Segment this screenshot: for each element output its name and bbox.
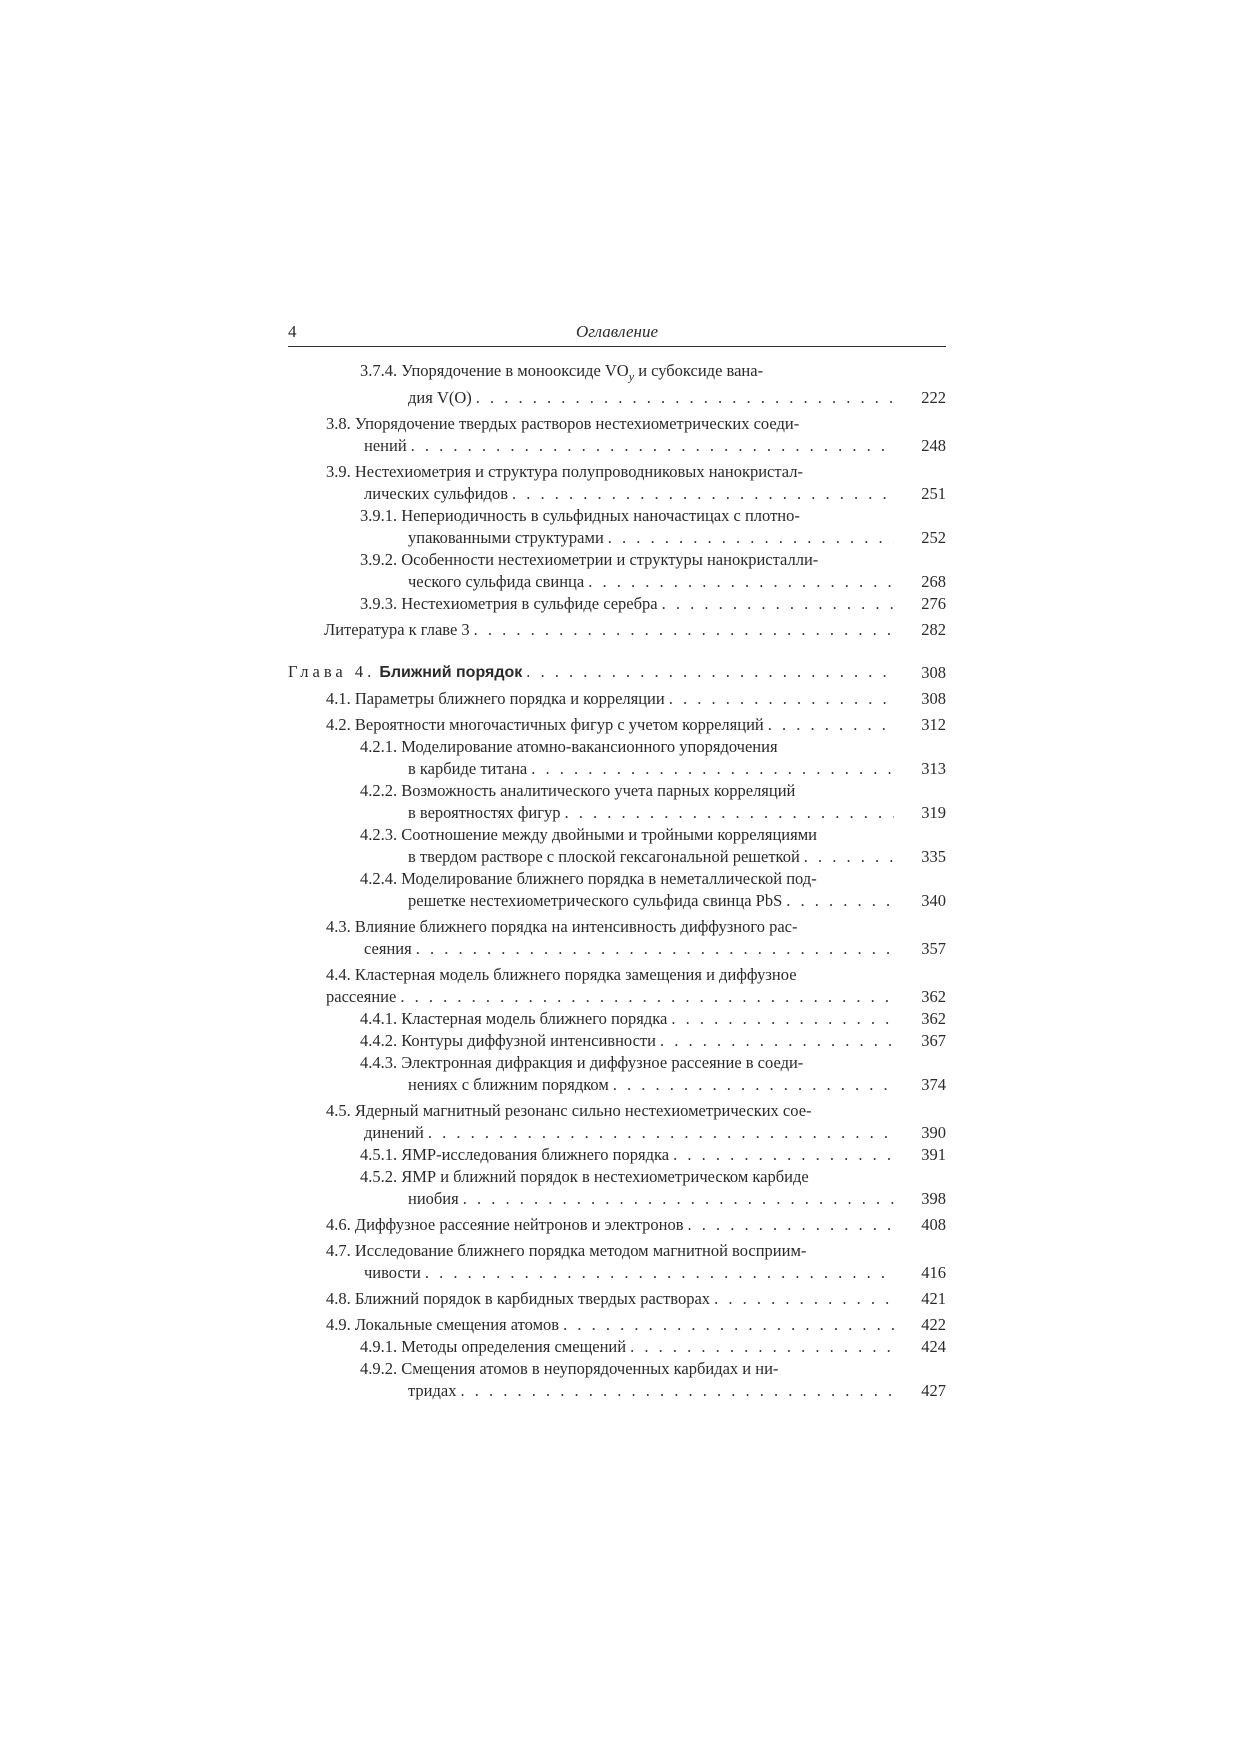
toc-entry[interactable]: 4.2.1. Моделирование атомно-вакансионного упорядочения в карбиде титана . . . 313 (360, 736, 946, 780)
toc-entry[interactable]: 4.9.1. Методы определения смещений . . . 424 (360, 1336, 946, 1358)
toc-page-number: 362 (921, 987, 946, 1007)
toc-entry[interactable]: 3.9.2. Особенности нестехиометрии и структуры нанокристалли- ческого сульфида свинца . . . 268 (360, 549, 946, 593)
toc-entry-title: 4.5.2. ЯМР и ближний порядок в нестехиометрическом карбиде (360, 1167, 809, 1187)
toc-entry[interactable]: Литература к главе 3 . . . 282 (324, 619, 946, 641)
toc-entry[interactable]: 4.2. Вероятности многочастичных фигур с учетом корреляций . . . 312 (326, 714, 946, 736)
toc-page-number: 408 (921, 1215, 946, 1235)
toc-page-number: 308 (921, 663, 946, 683)
toc-entry[interactable]: 4.2.2. Возможность аналитического учета парных корреляций в вероятностях фигур . . . 319 (360, 780, 946, 824)
running-header (288, 320, 946, 347)
toc-page-number: 390 (921, 1123, 946, 1143)
toc-page-number: 427 (921, 1381, 946, 1401)
toc-page-number: 424 (921, 1337, 946, 1357)
toc-page-number: 335 (921, 847, 946, 867)
toc-page-number: 248 (921, 436, 946, 456)
toc-entry-title: 3.8. Упорядочение твердых растворов нестехиометрических соеди- (326, 414, 800, 434)
toc-entry-title: 3.9.2. Особенности нестехиометрии и структуры нанокристалли- (360, 550, 819, 570)
toc-page-number: 422 (921, 1315, 946, 1335)
toc-entry[interactable]: 3.9.1. Непериодичность в сульфидных наночастицах с плотно- упакованными структурами . . . 252 (360, 505, 946, 549)
toc-page-number: 340 (921, 891, 946, 911)
toc-entry[interactable]: 4.5.1. ЯМР-исследования ближнего порядка . . . 391 (360, 1144, 946, 1166)
toc-entry[interactable]: 3.9. Нестехиометрия и структура полупроводниковых нанокристал- лических сульфидов . . . 251 (326, 461, 946, 505)
toc-entry[interactable]: 4.4.2. Контуры диффузной интенсивности . . . 367 (360, 1030, 946, 1052)
toc-chapter-entry[interactable]: Глава 4. Ближний порядок . . . 308 (288, 661, 946, 684)
toc-entry[interactable]: 4.5.2. ЯМР и ближний порядок в нестехиометрическом карбиде ниобия . . . 398 (360, 1166, 946, 1210)
toc-page-number: 313 (921, 759, 946, 779)
toc-entry-title: 4.7. Исследование ближнего порядка методом магнитной восприим- (326, 1241, 807, 1261)
toc-entry[interactable]: 4.2.3. Соотношение между двойными и тройными корреляциями в твердом растворе с плоской гексагональной решеткой . . . 335 (360, 824, 946, 868)
toc-entry[interactable]: 4.2.4. Моделирование ближнего порядка в неметаллической под- решетке нестехиометрического сульфида свинца PbS . . . 340 (360, 868, 946, 912)
page-title: Оглавление (575, 322, 659, 341)
toc-entry[interactable]: 4.9. Локальные смещения атомов . . . 422 (326, 1314, 946, 1336)
toc-entry[interactable]: 4.5. Ядерный магнитный резонанс сильно нестехиометрических сое- динений . . . 390 (326, 1100, 946, 1144)
toc-entry[interactable]: 4.1. Параметры ближнего порядка и корреляции . . . 308 (326, 688, 946, 710)
toc-entry[interactable]: 4.4.3. Электронная дифракция и диффузное рассеяние в соеди- нениях с ближним порядком . . . 374 (360, 1052, 946, 1096)
toc-page-number: 421 (921, 1289, 946, 1309)
toc-page-number: 222 (921, 388, 946, 408)
toc-page-number: 357 (921, 939, 946, 959)
toc-entry-title: 4.2.1. Моделирование атомно-вакансионного упорядочения (360, 737, 778, 757)
toc-entry[interactable]: 4.4. Кластерная модель ближнего порядка замещения и диффузное рассеяние . . . 362 (326, 964, 946, 1008)
toc-page-number: 308 (921, 689, 946, 709)
toc-entry[interactable]: 4.3. Влияние ближнего порядка на интенсивность диффузного рас- сеяния . . . 357 (326, 916, 946, 960)
toc-entry[interactable]: 4.6. Диффузное рассеяние нейтронов и электронов . . . 408 (326, 1214, 946, 1236)
toc-entry[interactable]: 4.4.1. Кластерная модель ближнего порядка . . . 362 (360, 1008, 946, 1030)
toc-entry[interactable]: 3.8. Упорядочение твердых растворов нестехиометрических соеди- нений . . . 248 (326, 413, 946, 457)
toc-entry[interactable]: 4.9.2. Смещения атомов в неупорядоченных карбидах и ни- тридах . . . 427 (360, 1358, 946, 1402)
toc-entry-title: 4.5. Ядерный магнитный резонанс сильно нестехиометрических сое- (326, 1101, 812, 1121)
toc-entry-title: 4.2.3. Соотношение между двойными и тройными корреляциями (360, 825, 817, 845)
toc-page-number: 251 (921, 484, 946, 504)
toc-entry-title: 3.7.4. Упорядочение в монооксиде $VO_y$ и субоксиде вана- (360, 361, 764, 384)
toc-page-number: 268 (921, 572, 946, 592)
toc-page-number: 398 (921, 1189, 946, 1209)
toc-page-number: 312 (921, 715, 946, 735)
toc-entry-title: 4.2.4. Моделирование ближнего порядка в неметаллической под- (360, 869, 817, 889)
toc-entry-title: 4.3. Влияние ближнего порядка на интенсивность диффузного рас- (326, 917, 798, 937)
toc-entry-title: 3.9. Нестехиометрия и структура полупроводниковых нанокристал- (326, 462, 803, 482)
toc-entry[interactable]: 4.8. Ближний порядок в карбидных твердых растворах . . . 421 (326, 1288, 946, 1310)
toc-entry[interactable]: 3.9.3. Нестехиометрия в сульфиде серебра . . . 276 (360, 593, 946, 615)
toc-page-number: 374 (921, 1075, 946, 1095)
toc-page-number: 319 (921, 803, 946, 823)
page-number: 4 (288, 322, 297, 341)
toc-entry-title: 3.9.1. Непериодичность в сульфидных наночастицах с плотно- (360, 506, 800, 526)
toc-page-number: 416 (921, 1263, 946, 1283)
toc-page-number: 276 (921, 594, 946, 614)
toc-page-number: 362 (921, 1009, 946, 1029)
toc-entry-title: 4.9.2. Смещения атомов в неупорядоченных карбидах и ни- (360, 1359, 779, 1379)
toc-entry[interactable]: 3.7.4. Упорядочение в монооксиде $VO_y$ и субоксиде вана- дия V(O) . . . 222 (360, 360, 946, 409)
toc-page-number: 252 (921, 528, 946, 548)
toc-entry[interactable]: 4.7. Исследование ближнего порядка методом магнитной восприим- чивости . . . 416 (326, 1240, 946, 1284)
toc-page-number: 391 (921, 1145, 946, 1165)
toc-entry-title: 4.4.3. Электронная дифракция и диффузное рассеяние в соеди- (360, 1053, 804, 1073)
toc-entry-title: 4.2.2. Возможность аналитического учета парных корреляций (360, 781, 796, 801)
table-of-contents (288, 360, 946, 1402)
toc-page-number: 282 (921, 620, 946, 640)
toc-page-number: 367 (921, 1031, 946, 1051)
toc-entry-title: 4.4. Кластерная модель ближнего порядка замещения и диффузное (326, 965, 797, 985)
